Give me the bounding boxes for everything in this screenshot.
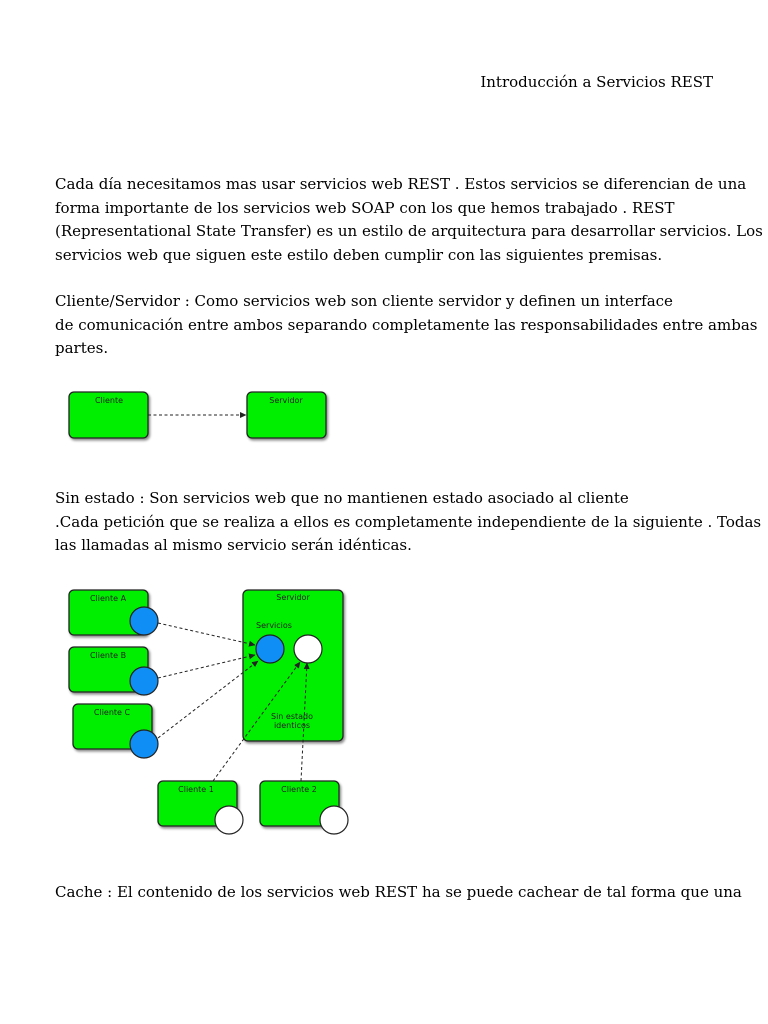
cliente-1-label: Cliente 1 [178, 785, 214, 794]
paragraph-line: Sin estado : Son servicios web que no mantienen estado asociado al cliente [55, 489, 629, 507]
paragraph-cache [55, 881, 742, 905]
paragraph-line: Cliente/Servidor : Como servicios web son cliente servidor y definen un interface [55, 292, 673, 310]
servidor-label: Servidor [269, 396, 303, 405]
servicio-blue-circle [256, 635, 284, 663]
client-server-diagram [0, 385, 768, 445]
stateless-diagram [0, 582, 768, 842]
page-header-title: Introducción a Servicios REST [480, 73, 713, 91]
paragraph-line: Cada día necesitamos mas usar servicios web REST . Estos servicios se diferencian de una [55, 175, 747, 193]
paragraph-line: las llamadas al mismo servicio serán idénticas. [55, 536, 412, 554]
servicio-white-circle [294, 635, 322, 663]
paragraph-line: de comunicación entre ambos separando completamente las responsabilidades entre ambas [55, 315, 758, 334]
identicos-label: identicos [273, 721, 311, 730]
cliente-b-state-circle [130, 667, 158, 695]
arrow-cliente-a [158, 623, 255, 645]
paragraph-cliente-servidor [55, 290, 758, 361]
cliente-b-label: Cliente B [89, 651, 127, 660]
cliente-label: Cliente [94, 396, 124, 405]
cliente-a-label: Cliente A [89, 594, 127, 603]
paragraph-line: partes. [55, 339, 109, 357]
paragraph-line: servicios web que siguen este estilo deben cumplir con las siguientes premisas. [55, 245, 663, 264]
cliente-c-state-circle [130, 730, 158, 758]
cliente-2-label: Cliente 2 [281, 785, 317, 794]
sin-estado-label: Sin estado [270, 712, 314, 721]
arrow-cliente-b [158, 655, 255, 678]
cliente-c-label: Cliente C [93, 708, 131, 717]
cliente-2-state-circle [320, 806, 348, 834]
paragraph-intro [55, 173, 763, 267]
paragraph-line: Cache : El contenido de los servicios web REST ha se puede cachear de tal forma que una [55, 883, 742, 901]
paragraph-line: forma importante de los servicios web SOAP con los que hemos trabajado . REST [55, 198, 675, 217]
servicios-label: Servicios [256, 621, 292, 630]
servidor-label: Servidor [276, 593, 310, 602]
cliente-a-state-circle [130, 607, 158, 635]
paragraph-line: (Representational State Transfer) es un estilo de arquitectura para desarrollar servicios. Los [55, 222, 763, 240]
cliente-1-state-circle [215, 806, 243, 834]
paragraph-sin-estado [55, 487, 762, 558]
paragraph-line: .Cada petición que se realiza a ellos es completamente independiente de la siguiente . Todas [55, 512, 762, 531]
